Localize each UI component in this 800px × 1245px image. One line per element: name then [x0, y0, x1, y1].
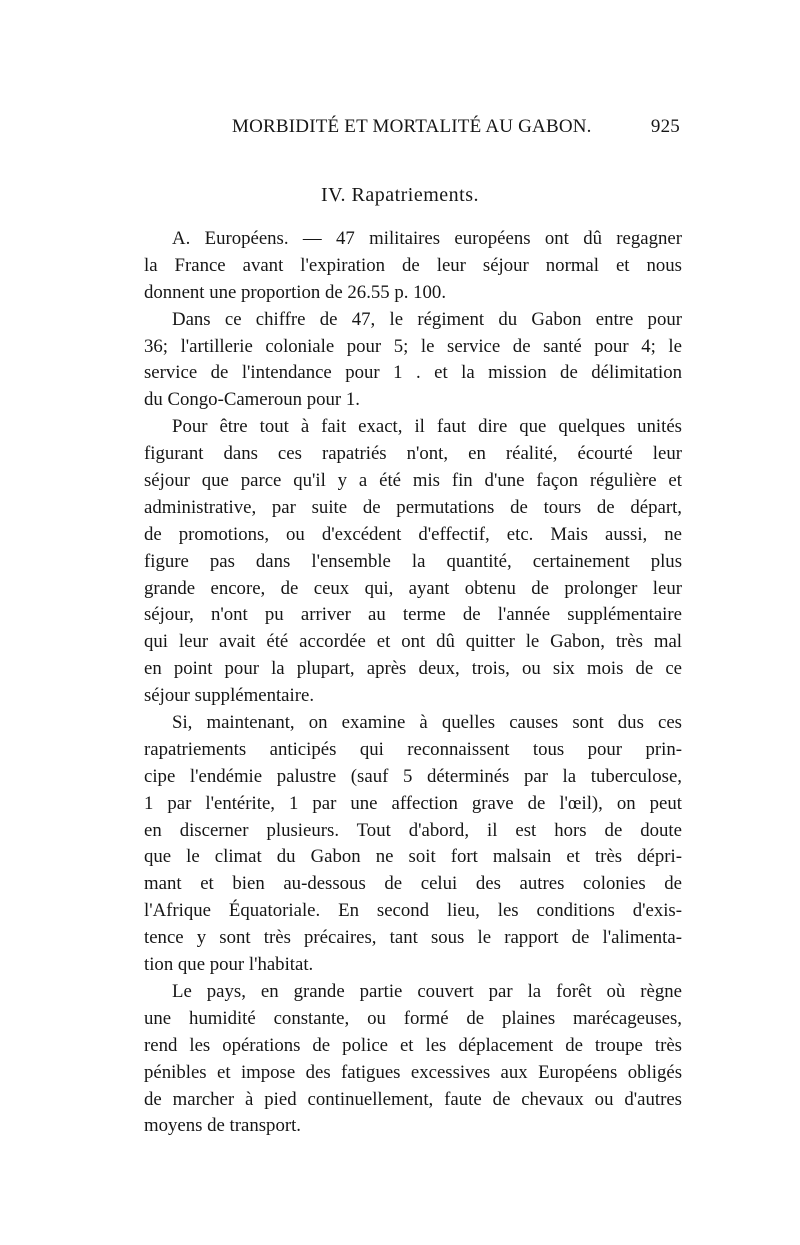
text-line: que le climat du Gabon ne soit fort malsain et très dépri-	[144, 846, 682, 868]
text-line: figurant dans ces rapatriés n'ont, en réalité, écourté leur	[144, 443, 682, 465]
text-line: de marcher à pied continuellement, faute de chevaux ou d'autres	[144, 1088, 682, 1110]
text-line: rapatriements anticipés qui reconnaissent tous pour prin-	[144, 738, 682, 760]
text-line: en point pour la plupart, après deux, trois, ou six mois de ce	[144, 658, 682, 680]
text-line: administrative, par suite de permutations de tours de départ,	[144, 496, 682, 518]
text-line: de promotions, ou d'excédent d'effectif, etc. Mais aussi, ne	[144, 523, 682, 545]
running-head-title: MORBIDITÉ ET MORTALITÉ AU GABON.	[232, 116, 592, 137]
text-line: Si, maintenant, on examine à quelles causes sont dus ces	[172, 712, 682, 734]
text-line: donnent une proportion de 26.55 p. 100.	[144, 281, 447, 303]
page-number: 925	[650, 116, 680, 137]
text-line: Pour être tout à fait exact, il faut dire que quelques unités	[172, 416, 682, 438]
text-line: figure pas dans l'ensemble la quantité, certainement plus	[144, 550, 682, 572]
text-line: rend les opérations de police et les déplacement de troupe très	[144, 1034, 682, 1056]
paragraph	[144, 307, 682, 415]
text-line: mant et bien au-dessous de celui des autres colonies de	[144, 873, 682, 895]
paragraph	[144, 414, 682, 710]
text-line: qui leur avait été accordée et ont dû quitter le Gabon, très mal	[144, 631, 682, 653]
text-line: Le pays, en grande partie couvert par la forêt où règne	[172, 980, 682, 1002]
text-line: 1 par l'entérite, 1 par une affection grave de l'œil), on peut	[144, 792, 682, 814]
paragraph	[144, 226, 682, 307]
paragraph	[144, 710, 682, 979]
text-line: la France avant l'expiration de leur séjour normal et nous	[144, 254, 682, 276]
text-line: du Congo-Cameroun pour 1.	[144, 389, 360, 411]
text-line: Dans ce chiffre de 47, le régiment du Gabon entre pour	[172, 308, 682, 330]
text-line: 36; l'artillerie coloniale pour 5; le service de santé pour 4; le	[144, 335, 682, 357]
text-line: grande encore, de ceux qui, ayant obtenu de prolonger leur	[144, 577, 682, 599]
text-line: l'Afrique Équatoriale. En second lieu, les conditions d'exis-	[144, 900, 682, 922]
text-line: séjour, n'ont pu arriver au terme de l'année supplémentaire	[144, 604, 682, 626]
text-line: service de l'intendance pour 1 . et la mission de délimitation	[144, 362, 682, 384]
text-line: séjour que parce qu'il y a été mis fin d'une façon régulière et	[144, 470, 682, 492]
section-heading: IV. Rapatriements.	[320, 184, 480, 206]
text-line: A. Européens. — 47 militaires européens ont dû regagner	[172, 228, 682, 249]
running-head	[232, 116, 680, 146]
text-line: moyens de transport.	[144, 1115, 301, 1137]
text-line: en discerner plusieurs. Tout d'abord, il est hors de doute	[144, 819, 682, 841]
text-line: tence y sont très précaires, tant sous le rapport de l'alimenta-	[144, 927, 682, 949]
body-text	[144, 226, 682, 1140]
text-line: pénibles et impose des fatigues excessives aux Européens obligés	[144, 1061, 682, 1083]
text-line: séjour supplémentaire.	[144, 685, 315, 707]
text-line: une humidité constante, ou formé de plaines marécageuses,	[144, 1007, 682, 1029]
paragraph	[144, 979, 682, 1140]
text-line: cipe l'endémie palustre (sauf 5 déterminés par la tuberculose,	[144, 765, 682, 787]
text-line: tion que pour l'habitat.	[144, 954, 314, 976]
